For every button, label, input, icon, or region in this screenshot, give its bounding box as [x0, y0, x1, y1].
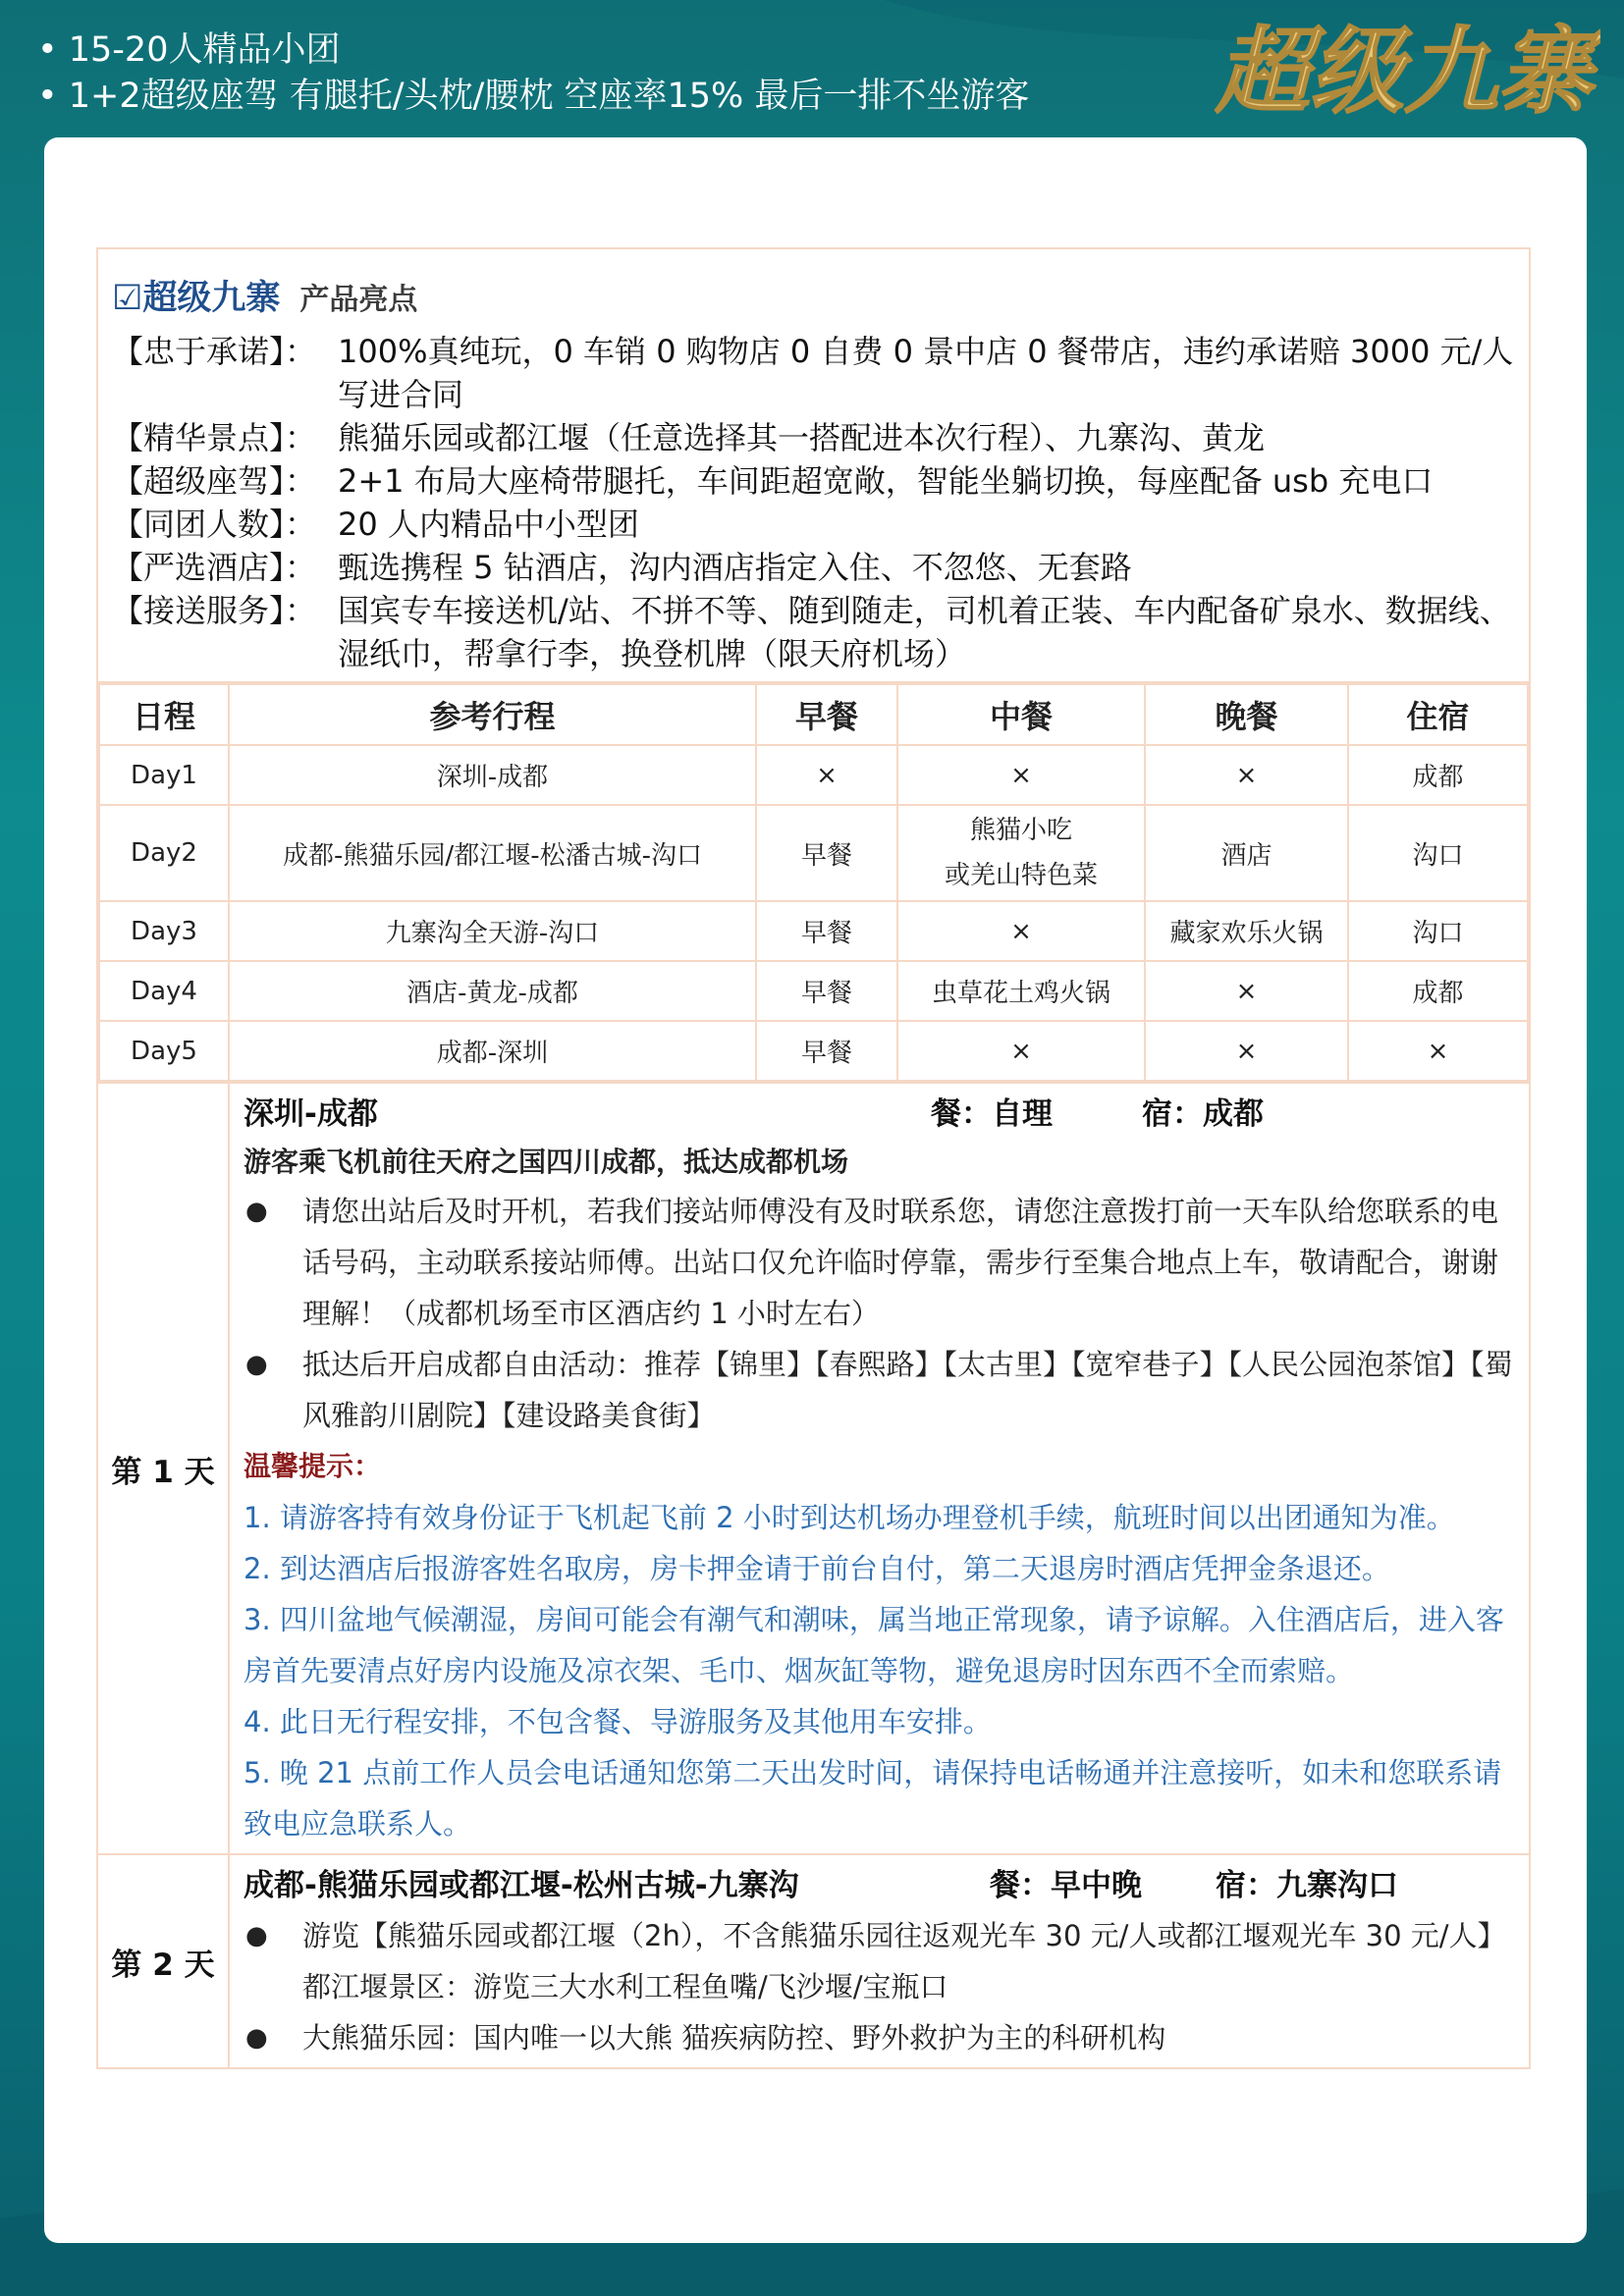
schedule-route: 深圳-成都: [229, 745, 756, 805]
tip-item: 5. 晚 21 点前工作人员会电话通知您第二天出发时间，请保持电话畅通并注意接听，如未和您联系请致电应急联系人。: [244, 1756, 1502, 1841]
table-row: [99, 901, 1528, 961]
banner-points: [37, 27, 1029, 120]
tip-item: 4. 此日无行程安排，不包含餐、导游服务及其他用车安排。: [244, 1705, 992, 1738]
schedule-day: Day5: [99, 1021, 229, 1081]
highlight-item: [112, 459, 1515, 503]
table-row: [99, 745, 1528, 805]
day-2-section: [98, 1853, 1529, 2067]
list-item: [244, 1339, 1517, 1441]
bullet-text: 游览【熊猫乐园或都江堰（2h），不含熊猫乐园往返观光车 30 元/人或都江堰观光车 30 元/人】都江堰景区：游览三大水利工程鱼嘴/飞沙堰/宝瓶口: [302, 1919, 1506, 2003]
schedule-lunch: [897, 805, 1145, 901]
highlight-value: 100%真纯玩，0 车销 0 购物店 0 自费 0 景中店 0 餐带店，违约承诺赔 3000 元/人写进合同: [338, 333, 1514, 413]
tip-item: 3. 四川盆地气候潮湿，房间可能会有潮气和潮味，属当地正常现象，请予谅解。入住酒店后，进入客房首先要清点好房内设施及凉衣架、毛巾、烟灰缸等物，避免退房时因东西不全而索赔。: [244, 1603, 1504, 1687]
schedule-header-cell: 中餐: [897, 684, 1145, 745]
schedule-dinner: ×: [1145, 745, 1348, 805]
bullet-icon: ●: [245, 1197, 268, 1226]
day-stay: 宿：九寨沟口: [1216, 1868, 1398, 1903]
highlight-label: 【忠于承诺】：: [112, 333, 317, 370]
schedule-dinner: ×: [1145, 961, 1348, 1021]
schedule-day: Day1: [99, 745, 229, 805]
day-stay: 宿：成都: [1142, 1096, 1264, 1132]
highlight-label: 【严选酒店】：: [112, 549, 317, 586]
highlight-value: 国宾专车接送机/站、不拼不等、随到随走，司机着正装、车内配备矿泉水、数据线、湿纸巾，帮拿行李，换登机牌（限天府机场）: [338, 592, 1511, 672]
schedule-breakfast: 早餐: [756, 1021, 897, 1081]
schedule-stay: 沟口: [1348, 901, 1528, 961]
schedule-header-cell: 日程: [99, 684, 229, 745]
schedule-header-cell: 晚餐: [1145, 684, 1348, 745]
schedule-day: Day2: [99, 805, 229, 901]
bullet-icon: ●: [245, 1350, 268, 1379]
super-jiuzhai-logo: [1208, 6, 1600, 133]
highlight-value: 甄选携程 5 钻酒店，沟内酒店指定入住、不忽悠、无套路: [338, 549, 1132, 586]
schedule-header-row: [99, 684, 1528, 745]
banner-point: • 15-20人精品小团: [37, 30, 341, 70]
tip-item: 1. 请游客持有效身份证于飞机起飞前 2 小时到达机场办理登机手续，航班时间以出团通知为准。: [244, 1501, 1455, 1534]
table-row: [99, 805, 1528, 901]
schedule-lunch: 虫草花土鸡火锅: [897, 961, 1145, 1021]
table-row: [99, 1021, 1528, 1081]
banner-point: • 1+2超级座驾 有腿托/头枕/腰枕 空座率15% 最后一排不坐游客: [37, 77, 1030, 116]
highlights-title: ☑超级九寨: [112, 279, 281, 318]
schedule-stay: ×: [1348, 1021, 1528, 1081]
highlights-section: [98, 249, 1529, 683]
list-item: [244, 1186, 1517, 1339]
highlight-item: [112, 330, 1515, 416]
schedule-header-cell: 参考行程: [229, 684, 756, 745]
highlight-label: 【超级座驾】：: [112, 462, 317, 500]
schedule-route: 九寨沟全天游-沟口: [229, 901, 756, 961]
schedule-breakfast: 早餐: [756, 805, 897, 901]
highlight-value: 20 人内精品中小型团: [338, 506, 639, 543]
day-label: 第 1 天: [98, 1084, 230, 1853]
schedule-lunch: ×: [897, 901, 1145, 961]
schedule-breakfast: ×: [756, 745, 897, 805]
schedule-lunch-line: 或羌山特色菜: [944, 861, 1098, 890]
schedule-header-cell: 住宿: [1348, 684, 1528, 745]
schedule-route: 成都-深圳: [229, 1021, 756, 1081]
highlight-label: 【接送服务】：: [112, 592, 317, 629]
highlight-item: [112, 589, 1515, 675]
schedule-breakfast: 早餐: [756, 961, 897, 1021]
highlight-item: [112, 546, 1515, 589]
highlight-item: [112, 503, 1515, 546]
tip-item: 2. 到达酒店后报游客姓名取房，房卡押金请于前台自付，第二天退房时酒店凭押金条退还。: [244, 1552, 1390, 1585]
itinerary-document: [96, 247, 1531, 2069]
day-route: 成都-熊猫乐园或都江堰-松州古城-九寨沟: [244, 1868, 799, 1903]
schedule-header-cell: 早餐: [756, 684, 897, 745]
bullet-icon: ●: [245, 1921, 268, 1950]
highlight-label: 【精华景点】：: [112, 419, 317, 456]
tips-title: 温馨提示：: [244, 1450, 382, 1482]
highlight-label: 【同团人数】：: [112, 506, 317, 543]
highlight-item: [112, 416, 1515, 459]
bullet-text: 大熊猫乐园：国内唯一以大熊 猫疾病防控、野外救护为主的科研机构: [302, 2021, 1166, 2055]
day-body: [230, 1855, 1529, 2067]
schedule-lunch-line: 熊猫小吃: [969, 816, 1072, 845]
day-body: [230, 1084, 1529, 1853]
day-heading: [244, 1090, 1517, 1139]
day-meal: 餐：自理: [931, 1096, 1053, 1132]
schedule-day: Day4: [99, 961, 229, 1021]
schedule-breakfast: 早餐: [756, 901, 897, 961]
list-item: [244, 1910, 1517, 2012]
schedule-stay: 成都: [1348, 745, 1528, 805]
day-meal: 餐：早中晚: [990, 1868, 1142, 1903]
schedule-lunch: ×: [897, 1021, 1145, 1081]
schedule-lunch: ×: [897, 745, 1145, 805]
schedule-dinner: ×: [1145, 1021, 1348, 1081]
day-heading: [244, 1861, 1517, 1910]
schedule-stay: 沟口: [1348, 805, 1528, 901]
bullet-text: 抵达后开启成都自由活动：推荐【锦里】【春熙路】【太古里】【宽窄巷子】【人民公园泡茶馆】【蜀风雅韵川剧院】【建设路美食街】: [302, 1348, 1513, 1432]
table-row: [99, 961, 1528, 1021]
schedule-route: 酒店-黄龙-成都: [229, 961, 756, 1021]
schedule-route: 成都-熊猫乐园/都江堰-松潘古城-沟口: [229, 805, 756, 901]
day-route: 深圳-成都: [244, 1096, 378, 1132]
schedule-table: [98, 683, 1529, 1082]
schedule-dinner: 藏家欢乐火锅: [1145, 901, 1348, 961]
highlights-subtitle: 产品亮点: [299, 283, 418, 317]
schedule-dinner: 酒店: [1145, 805, 1348, 901]
highlights-title-row: [112, 271, 1515, 320]
schedule-stay: 成都: [1348, 961, 1528, 1021]
day-subtitle: 游客乘飞机前往天府之国四川成都，抵达成都机场: [244, 1146, 849, 1178]
bullet-text: 请您出站后及时开机，若我们接站师傅没有及时联系您，请您注意拨打前一天车队给您联系的电话号码，主动联系接站师傅。出站口仅允许临时停靠，需步行至集合地点上车，敬请配合，谢谢理解！（成都机场至市区酒店约 1 小时左右）: [302, 1195, 1499, 1330]
highlight-value: 熊猫乐园或都江堰（任意选择其一搭配进本次行程）、九寨沟、黄龙: [338, 419, 1266, 456]
highlight-value: 2+1 布局大座椅带腿托，车间距超宽敞，智能坐躺切换，每座配备 usb 充电口: [338, 462, 1434, 500]
schedule-day: Day3: [99, 901, 229, 961]
logo-text: 超级九寨: [1216, 16, 1593, 127]
list-item: [244, 2012, 1517, 2063]
day-1-section: [98, 1082, 1529, 1853]
bullet-icon: ●: [245, 2023, 268, 2053]
day-label: 第 2 天: [98, 1855, 230, 2067]
